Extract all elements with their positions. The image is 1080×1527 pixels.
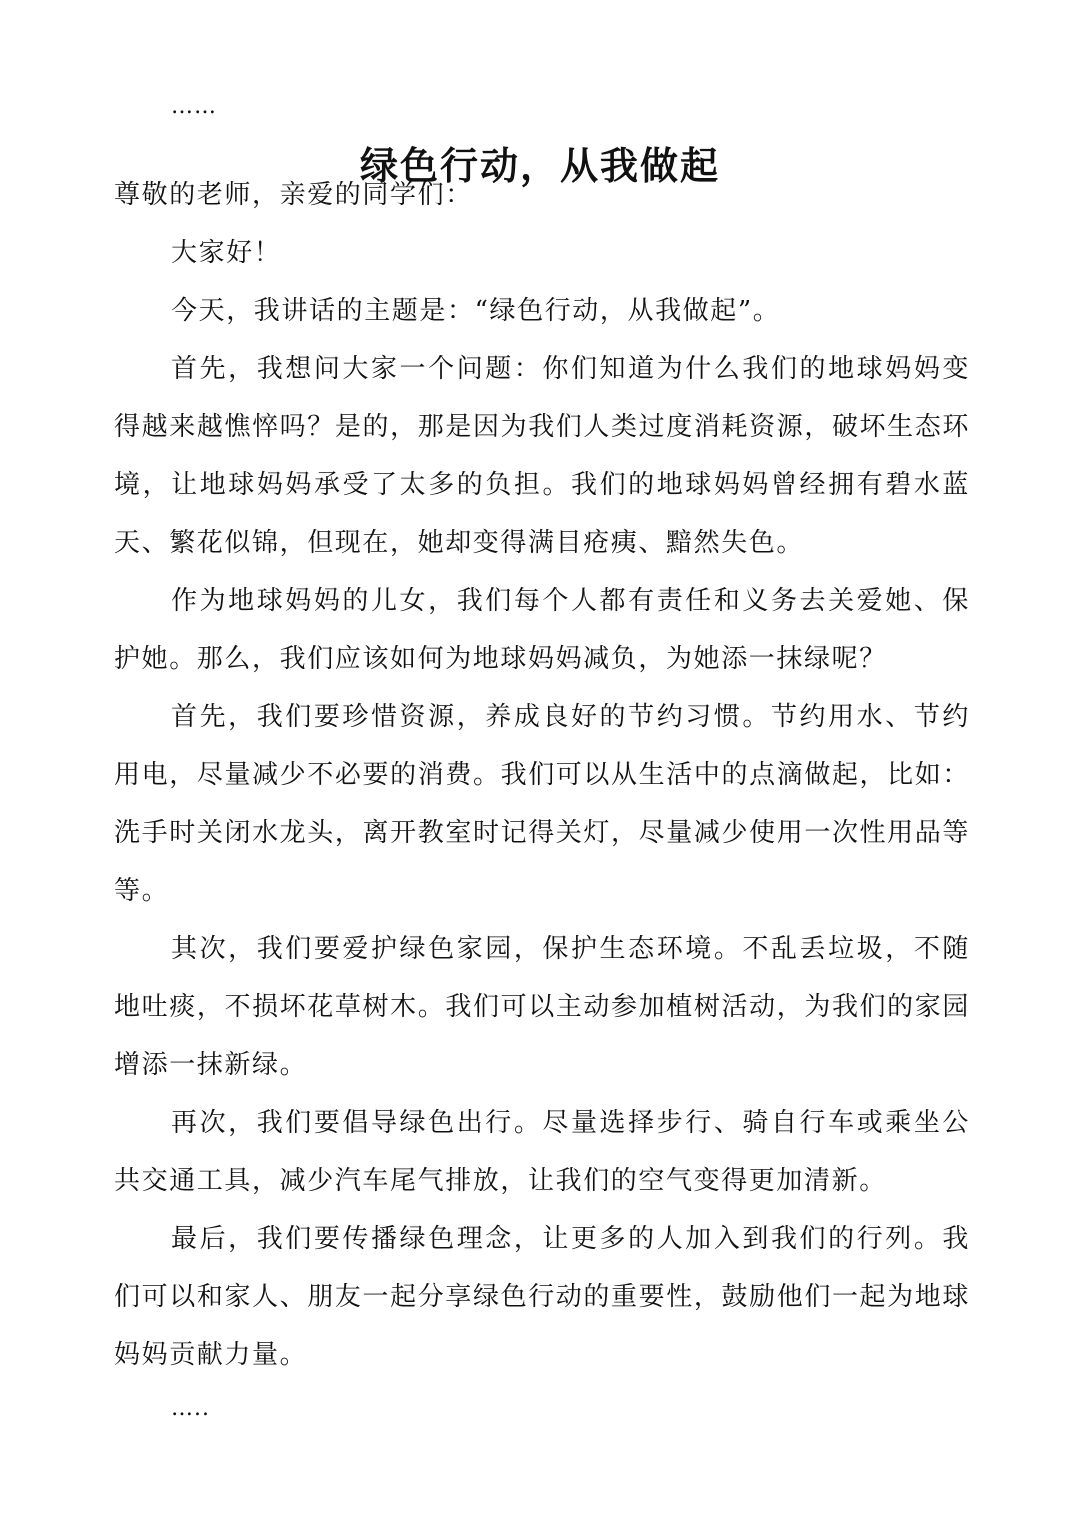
bottom-ellipsis: ….. — [171, 1396, 210, 1421]
paragraph-responsibility: 作为地球妈妈的儿女，我们每个人都有责任和义务去关爱她、保护她。那么，我们应该如何为地球妈妈减负，为她添一抹绿呢？ — [114, 586, 970, 674]
document-body — [114, 166, 970, 1384]
greeting: 大家好！ — [171, 238, 282, 268]
paragraph-theme: 今天，我讲话的主题是：“绿色行动，从我做起”。 — [171, 296, 781, 326]
paragraph-question: 首先，我想问大家一个问题：你们知道为什么我们的地球妈妈变得越来越憔悴吗？是的，那是因为我们人类过度消耗资源，破坏生态环境，让地球妈妈承受了太多的负担。我们的地球妈妈曾经拥有碧水蓝天、繁花似锦，但现在，她却变得满目疮痍、黯然失色。 — [114, 354, 970, 558]
top-ellipsis: …… — [171, 94, 217, 119]
paragraph-spread-ideas: 最后，我们要传播绿色理念，让更多的人加入到我们的行列。我们可以和家人、朋友一起分享绿色行动的重要性，鼓励他们一起为地球妈妈贡献力量。 — [114, 1224, 970, 1370]
salutation: 尊敬的老师，亲爱的同学们： — [114, 180, 473, 210]
document-title: 绿色行动，从我做起 — [359, 143, 720, 188]
paragraph-green-travel: 再次，我们要倡导绿色出行。尽量选择步行、骑自行车或乘坐公共交通工具，减少汽车尾气排放，让我们的空气变得更加清新。 — [114, 1108, 970, 1196]
paragraph-protect-environment: 其次，我们要爱护绿色家园，保护生态环境。不乱丢垃圾，不随地吐痰，不损坏花草树木。我们可以主动参加植树活动，为我们的家园增添一抹新绿。 — [114, 934, 970, 1080]
paragraph-save-resources: 首先，我们要珍惜资源，养成良好的节约习惯。节约用水、节约用电，尽量减少不必要的消费。我们可以从生活中的点滴做起，比如：洗手时关闭水龙头，离开教室时记得关灯，尽量减少使用一次性用品等等。 — [114, 702, 970, 906]
